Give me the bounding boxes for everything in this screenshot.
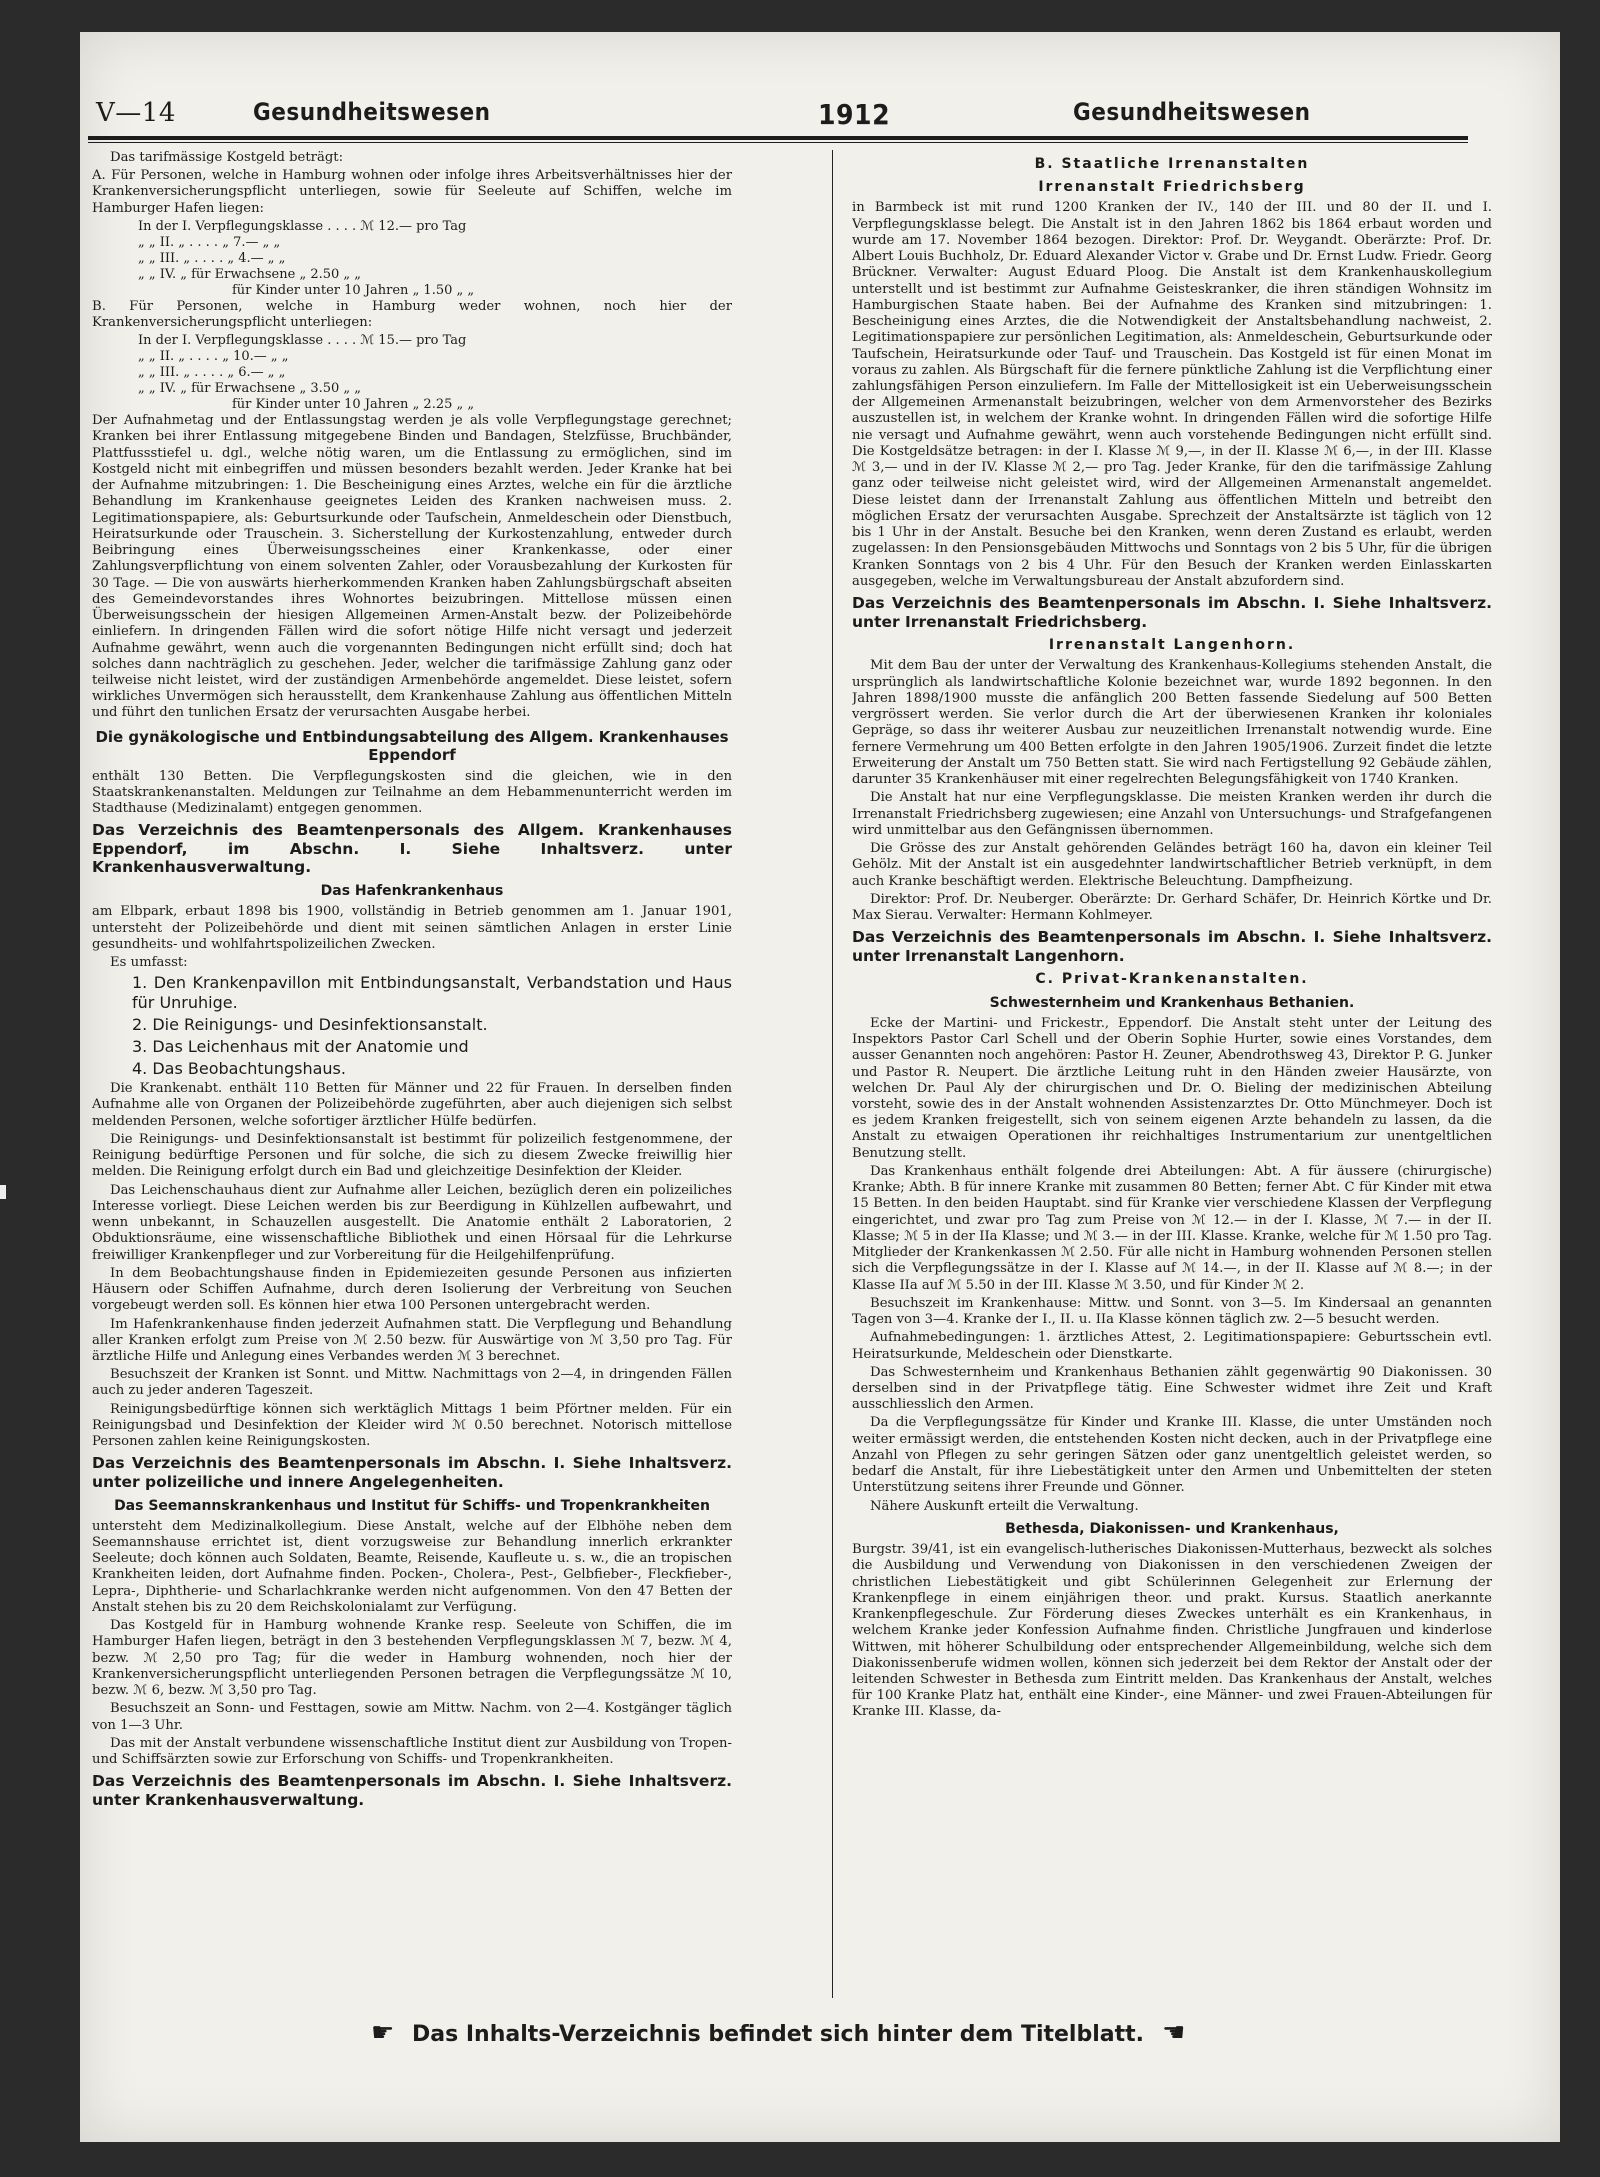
hafen-paragraph: Die Reinigungs- und Desinfektionsanstalt ist bestimmt für polizeilich festgenommene, der Reinigung bedürftige Personen und für solche, die sich zu diesem Zwecke freiwillig hier melden. Die Reinigung erfolgt durch ein Bad und gleichzeitige Desinfektion der Kleider. [92, 1131, 732, 1180]
admission-paragraph: Der Aufnahmetag und der Entlassungstag werden je als volle Verpflegungstage gerechnet; Kranken bei ihrer Entlassung mitgegebene Binden und Bandagen, Stelzfüsse, Bruchbänder, Plattfussstiefel u. dgl., welche nötig waren, um die Entlassung zu ermöglichen, sind im Kostgeld nicht mit einbegriffen und müssen besonders bezahlt werden. Jeder Kranke hat bei der Aufnahme mitzubringen: 1. Die Bescheinigung eines Arztes, welche ein für die ärztliche Behandlung im Krankenhause geeignetes Leiden des Kranken nachweisen muss. 2. Legitimationspapiere, als: Geburtsurkunde oder Taufschein, Anmeldeschein oder Dienstbuch, Heiratsurkunde oder Trauschein. 3. Sicherstellung der Kurkostenzahlung, entweder durch Beibringung eines Überweisungsscheines einer Krankenkasse, oder einer Zahlungsverpflichtung von einem solventen Zahler, oder Vorausbezahlung der Kurkosten für 30 Tage. — Die von auswärts hierherkommenden Kranken haben Zahlungsbürgschaft abseiten des Gemeindevorstandes ihres Wohnortes beizubringen. Mittellose müssen einen Überweisungsschein der hiesigen Allgemeinen Armen-Anstalt bezw. der Polizeibehörde einliefern. In dringenden Fällen wird die sofort nötige Hilfe nicht versagt und jederzeit Aufnahme gewährt, wenn auch die vorgenannten Bedingungen nicht erfüllt sind; doch hat solches dann nachträglich zu geschehen. Jeder, welcher die tarifmässige Zahlung ganz oder teilweise nicht leistet, wird der zuständigen Armenbehörde angemeldet. Diese leistet, sofern wirkliches Unvermögen sich herausstellt, dem Krankenhause Zahlung aus öffentlichen Mitteln und führt den tunlichen Ersatz der verursachten Ausgabe herbei. [92, 413, 732, 721]
tariff-row: „ „ II. „ . . . . „ 7.— „ „ [138, 234, 281, 250]
hafen-paragraph: Das Leichenschauhaus dient zur Aufnahme aller Leichen, bezüglich deren ein polizeiliches Interesse vorliegt. Diese Leichen werden bis zur Beerdigung in Kühlzellen aufbewahrt, und wenn unbekannt, in Schauzellen ausgestellt. Die Anatomie enthält 2 Laboratorien, 2 Obduktionsräume, eine wissenschaftliche Bibliothek und einen Hörsaal für die Lehrkurse freiwilliger Krankenpfleger und zur Vorbereitung für die Heilgehilfenprüfung. [92, 1182, 732, 1263]
page-ref: V—14 [96, 98, 176, 128]
footer-text: Das Inhalts-Verzeichnis befindet sich hinter dem Titelblatt. [411, 2022, 1144, 2047]
tariff-row: In der I. Verpflegungsklasse . . . . ℳ 12.— pro Tag [138, 218, 467, 234]
hafen-list-item: 4. Das Beobachtungshaus. [132, 1059, 346, 1079]
bethanien-heading: Schwesternheim und Krankenhaus Bethanien. [989, 994, 1355, 1011]
hafen-umfasst: Es umfasst: [110, 954, 188, 970]
bethesda-paragraph: Burgstr. 39/41, ist ein evangelisch-lutherisches Diakonissen-Mutterhaus, bezweckt als solches die Ausbildung und Verwendung von Diakonissen in den verschiedenen Zweigen der christlichen Liebestätigkeit und gibt Schülerinnen Gelegenheit zur Erlernung der Krankenpflege in einem einjährigen theor. und prakt. Kursus. Staatlich anerkannte Krankenpflegeschule. Zur Förderung dieses Zweckes unterhält es ein Krankenhaus, in welchem Kranke jeder Konfession Aufnahme finden. Christliche Jungfrauen und kinderlose Wittwen, mit höherer Schulbildung oder entsprechender Allgemeinbildung, welche sich dem Diakonissenberufe widmen wollen, können sich jederzeit bei dem Rektor der Anstalt oder der leitenden Schwester in Bethesda zum Eintritt melden. Das Krankenhaus der Anstalt, welches für 100 Kranke Platz hat, enthält eine Kinder-, eine Männer- und zwei Frauen-Abteilungen für Kranke III. Klasse, da- [852, 1542, 1492, 1720]
tariff-row: „ „ IV. „ für Erwachsene „ 3.50 „ „ [138, 381, 361, 397]
header-right-title: Gesundheitswesen [1073, 98, 1311, 126]
tariff-a-text: A. Für Personen, welche in Hamburg wohnen oder infolge ihres Arbeitsverhältnisses hier der Krankenversicherungspflicht unterliegen, sowie für Seeleute auf Schiffen, welche im Hamburger Hafen liegen: [92, 168, 732, 216]
langenhorn-paragraph: Die Grösse des zur Anstalt gehörenden Geländes beträgt 160 ha, davon ein kleiner Teil Gehölz. Mit der Anstalt ist ein ausgedehnter landwirtschaftlicher Betrieb verknüpft, in dem auch Kranke beschäftigt werden. Elektrische Beleuchtung. Dampfheizung. [852, 841, 1492, 889]
header-left-title: Gesundheitswesen [253, 98, 491, 126]
section-c-heading: C. Privat-Krankenanstalten. [1035, 971, 1309, 988]
langenhorn-paragraph: Mit dem Bau der unter der Verwaltung des Krankenhaus-Kollegiums stehenden Anstalt, die ursprünglich als landwirtschaftliche Kolonie bezeichnet war, wurde 1892 begonnen. In den Jahren 1898/1900 musste die anfänglich 200 Betten fassende Siedelung auf 500 Betten vergrössert werden. Sie verlor durch die Art der überwiesenen Kranken ihr koloniales Gepräge, so dass ihr weiterer Ausbau zur neuzeitlichen Irrenanstalt notwendig wurde. Eine fernere Vermehrung um 400 Betten erfolgte in den Jahren 1905/1906. Zurzeit findet die letzte Erweiterung der Anstalt um 750 Betten statt. Sie wird nach Fertigstellung 92 Gebäude zählen, darunter 35 Krankenhäuser mit einer regelrechten Belegungsfähigkeit von 1740 Kranken. [852, 658, 1492, 788]
tariff-intro: Das tarifmässige Kostgeld beträgt: [110, 150, 344, 165]
gyn-reference: Das Verzeichnis des Beamtenpersonals des Allgem. Krankenhauses Eppendorf, im Abschn. I. Siehe Inhaltsverz. unter Krankenhausverwaltung. [92, 821, 732, 877]
tariff-row: „ „ III. „ . . . . „ 6.— „ „ [138, 365, 286, 381]
hafen-paragraph: Im Hafenkrankenhause finden jederzeit Aufnahmen statt. Die Verpflegung und Behandlung aller Kranken erfolgt zum Preise von ℳ 2.50 bezw. für Auswärtige von ℳ 3,50 pro Tag. Für ärztliche Hilfe und Anlegung eines Verbandes werden ℳ 3 berechnet. [92, 1316, 732, 1364]
tariff-row: „ „ IV. „ für Erwachsene „ 2.50 „ „ [138, 266, 361, 282]
tariff-row: „ „ II. „ . . . . „ 10.— „ „ [138, 349, 289, 365]
tariff-b-rates [92, 333, 732, 413]
bethanien-paragraph: Ecke der Martini- und Frickestr., Eppendorf. Die Anstalt steht unter der Leitung des Inspektors Pastor Carl Schell und der Oberin Sophie Hurter, sowie eines Vorstandes, dem ausser Genannten noch angehören: Pastor H. Zeuner, Abendrothsweg 43, Direktor P. G. Junker und Pastor R. Neupert. Die ärztliche Leitung ruht in den Händen zweier Hausärzte, von welchen Dr. Paul Aly der chirurgischen und Dr. O. Bieling der medizinischen Abteilung vorsteht, sowie des in der Anstalt wohnenden Assistenzarztes Dr. Otto Münchmeyer. Doch ist es jedem Kranken freigestellt, sich von seinem eigenen Arzte behandeln zu lassen, da die Anstalt zu etwaigen Operationen ihr reichhaltiges Instrumentarium zur unentgeltlichen Benutzung stellt. [852, 1015, 1492, 1161]
friedrichsberg-paragraph: in Barmbeck ist mit rund 1200 Kranken der IV., 140 der III. und 80 der II. und I. Verpflegungsklasse belegt. Die Anstalt ist in den Jahren 1862 bis 1864 erbaut worden und wurde am 17. November 1864 bezogen. Direktor: Prof. Dr. Weygandt. Oberärzte: Prof. Dr. Albert Louis Buchholz, Dr. Eduard Alexander Victor v. Grabe und Dr. Ernst Ludw. Friedr. Georg Brückner. Verwalter: August Eduard Ploog. Die Anstalt ist dem Krankenhauskollegium unterstellt und ist bestimmt zur Aufnahme Geisteskranker, die ihren ständigen Wohnsitz im Hamburgischen Staate haben. Bei der Aufnahme des Kranken sind mitzubringen: 1. Bescheinigung eines Arztes, die die Notwendigkeit der Anstaltsbehandlung nachweist, 2. Legitimationspapiere zur persönlichen Legitimation, als: Anmeldeschein, Geburtsurkunde oder Taufschein, Heiratsurkunde oder Tauf- und Trauschein. Das Kostgeld ist für einen Monat im voraus zu zahlen. Als Bürgschaft für die fernere pünktliche Zahlung ist die Verpflichtung einer zahlungsfähigen Person einzuliefern. Im Falle der Mittellosigkeit ist ein Ueberweisungsschein der Allgemeinen Armenanstalt beizubringen, welcher von dem Armenvorsteher des Bezirks auszustellen ist, in welchem der Kranke wohnt. In dringenden Fällen wird die sofortige Hilfe nie versagt und Aufnahme gewährt, wenn auch vorstehende Bedingungen nicht erfüllt sind. Die Kostgeldsätze betragen: in der I. Klasse ℳ 9,—, in der II. Klasse ℳ 6,—, in der III. Klasse ℳ 3,— und in der IV. Klasse ℳ 2,— pro Tag. Jeder Kranke, für den die tarifmässige Zahlung ganz oder teilweise nicht geleistet wird, wird der Allgemeinen Armenanstalt angemeldet. Diese leistet dann der Irrenanstalt Zahlung aus öffentlichen Mitteln und betreibt den möglichen Ersatz der verursachten Ausgabe. Sprechzeit der Anstaltsärzte ist täglich von 12 bis 1 Uhr in der Anstalt. Besuche bei den Kranken, wenn deren Zustand es erlaubt, werden zugelassen: In den Pensionsgebäuden Mittwochs und Sonntags von 2 bis 5 Uhr, für die übrigen Kranken Sonntags von 2 bis 4 Uhr. Für den Besuch der Kranken werden Einlasskarten ausgegeben, welche im Verwaltungsbureau der Anstalt abzufordern sind. [852, 200, 1492, 589]
tariff-a-rates [92, 219, 732, 299]
scan-edge-mark [0, 1185, 6, 1199]
gyn-heading: Die gynäkologische und Entbindungsabteilung des Allgem. Krankenhauses Eppendorf [95, 727, 729, 765]
header-rule [88, 136, 1468, 140]
left-column [92, 150, 732, 2010]
tariff-row: „ „ III. „ . . . . „ 4.— „ „ [138, 250, 286, 266]
pointing-hand-icon: ☛ [371, 2018, 395, 2048]
tariff-row: für Kinder unter 10 Jahren „ 2.25 „ „ [232, 397, 475, 413]
hafen-paragraph: Besuchszeit der Kranken ist Sonnt. und Mittw. Nachmittags von 2—4, in dringenden Fällen auch zu jeder anderen Tageszeit. [92, 1367, 732, 1399]
hafen-paragraph: am Elbpark, erbaut 1898 bis 1900, vollständig in Betrieb genommen am 1. Januar 1901, untersteht der Polizeibehörde und dient mit seinen sämtlichen Anlagen in erster Linie gesundheits- und wohlfahrtspolizeilichen Zwecken. [92, 904, 732, 952]
hafen-list-item: 2. Die Reinigungs- und Desinfektionsanstalt. [132, 1015, 488, 1035]
right-column [852, 150, 1492, 2010]
friedrichsberg-heading: Irrenanstalt Friedrichsberg [1038, 179, 1306, 196]
column-divider [832, 150, 833, 1998]
tariff-row: für Kinder unter 10 Jahren „ 1.50 „ „ [232, 282, 475, 298]
section-b-heading: B. Staatliche Irrenanstalten [1034, 156, 1310, 172]
hafen-list-item: 1. Den Krankenpavillon mit Entbindungsanstalt, Verbandstation und Haus für Unruhige. [132, 973, 732, 1013]
hafen-list-item: 3. Das Leichenhaus mit der Anatomie und [132, 1037, 469, 1057]
header-rule-thin [88, 142, 1468, 143]
langenhorn-heading: Irrenanstalt Langenhorn. [1048, 637, 1296, 654]
bethanien-paragraph: Besuchszeit im Krankenhause: Mittw. und Sonnt. von 3—5. Im Kindersaal an genannten Tagen von 3—4. Kranke der I., II. u. IIa Klasse können täglich zw. 2—5 besucht werden. [852, 1295, 1492, 1328]
page-footer [88, 2018, 1468, 2058]
hafen-paragraph: In dem Beobachtungshause finden in Epidemiezeiten gesunde Personen aus infizierten Häusern oder Schiffen Aufnahme, durch deren Isolierung der Verbreitung von Seuchen vorgebeugt werden soll. Es können hier etwa 100 Personen untergebracht werden. [92, 1265, 732, 1314]
bethanien-paragraph: Da die Verpflegungssätze für Kinder und Kranke III. Klasse, die unter Umständen noch weiter ermässigt werden, die entstehenden Kosten nicht decken, auch in der Privatpflege eine Anzahl von Pflegen zu sehr geringen Sätzen oder ganz unentgeltlich geleistet werden, so bedarf die Anstalt, für ihre Liebestätigkeit unter den Armen und Unbemittelten der steten Unterstützung seitens ihrer Freunde und Gönner. [852, 1415, 1492, 1496]
bethanien-paragraph: Das Schwesternheim und Krankenhaus Bethanien zählt gegenwärtig 90 Diakonissen. 30 derselben sind in der Privatpflege tätig. Eine Schwester widmet ihre Zeit und Kraft ausschliesslich den Armen. [852, 1364, 1492, 1413]
hafen-heading: Das Hafenkrankenhaus [320, 883, 504, 900]
hafen-reference: Das Verzeichnis des Beamtenpersonals im Abschn. I. Siehe Inhaltsverz. unter polizeiliche und innere Angelegenheiten. [92, 1454, 732, 1491]
bethanien-paragraph: Nähere Auskunft erteilt die Verwaltung. [870, 1498, 1139, 1514]
tariff-b-text: B. Für Personen, welche in Hamburg weder wohnen, noch hier der Krankenversicherungspflicht unterliegen: [92, 298, 732, 331]
friedrichsberg-reference: Das Verzeichnis des Beamtenpersonals im Abschn. I. Siehe Inhaltsverz. unter Irrenanstalt Friedrichsberg. [852, 594, 1492, 631]
seemann-paragraph: untersteht dem Medizinalkollegium. Diese Anstalt, welche auf der Elbhöhe neben dem Seemannshause errichtet ist, dient vorzugsweise zur Behandlung innerlich erkrankter Seeleute; doch können auch Soldaten, Beamte, Reisende, Kaufleute u. s. w., die an tropischen Krankheiten leiden, dort Aufnahme finden. Pocken-, Cholera-, Pest-, Gelbfieber-, Fleckfieber-, Lepra-, Diphtherie- und Scharlachkranke werden nicht aufgenommen. Von den 47 Betten der Anstalt stehen bis zu 20 dem Reichskolonialamt zur Verfügung. [92, 1518, 732, 1615]
page-header [88, 98, 1468, 134]
seemann-paragraph: Das mit der Anstalt verbundene wissenschaftliche Institut dient zur Ausbildung von Tropen- und Schiffsärzten sowie zur Erforschung von Schiffs- und Tropenkrankheiten. [92, 1735, 732, 1768]
langenhorn-paragraph: Direktor: Prof. Dr. Neuberger. Oberärzte: Dr. Gerhard Schäfer, Dr. Heinrich Körtke und Dr. Max Sierau. Verwalter: Hermann Kohlmeyer. [852, 891, 1492, 923]
seemann-paragraph: Das Kostgeld für in Hamburg wohnende Kranke resp. Seeleute von Schiffen, die im Hamburger Hafen liegen, beträgt in den 3 bestehenden Verpflegungsklassen ℳ 7, bezw. ℳ 4, bezw. ℳ 2,50 pro Tag; für die weder in Hamburg wohnenden, noch hier der Krankenversicherungspflicht unterliegenden Personen betragen die Verpflegungssätze ℳ 10, bezw. ℳ 6, bezw. ℳ 3,50 pro Tag. [92, 1618, 732, 1699]
hafen-paragraph: Reinigungsbedürftige können sich werktäglich Mittags 1 beim Pförtner melden. Für ein Reinigungsbad und Desinfektion der Kleider wird ℳ 0.50 berechnet. Notorisch mittellose Personen zahlen keine Reinigungskosten. [92, 1401, 732, 1450]
langenhorn-reference: Das Verzeichnis des Beamtenpersonals im Abschn. I. Siehe Inhaltsverz. unter Irrenanstalt Langenhorn. [852, 928, 1492, 965]
seemann-paragraph: Besuchszeit an Sonn- und Festtagen, sowie am Mittw. Nachm. von 2—4. Kostgänger täglich von 1—3 Uhr. [92, 1701, 732, 1733]
header-year: 1912 [818, 98, 891, 131]
gyn-paragraph: enthält 130 Betten. Die Verpflegungskosten sind die gleichen, wie in den Staatskrankenanstalten. Meldungen zur Teilnahme an dem Hebammenunterricht werden im Stadthause (Medizinalamt) entgegen genommen. [92, 768, 732, 817]
langenhorn-paragraph: Die Anstalt hat nur eine Verpflegungsklasse. Die meisten Kranken werden ihr durch die Irrenanstalt Friedrichsberg zugewiesen; eine Anzahl von Untersuchungs- und Strafgefangenen wird unmittelbar aus den Gefängnissen übernommen. [852, 790, 1492, 838]
bethanien-paragraph: Das Krankenhaus enthält folgende drei Abteilungen: Abt. A für äussere (chirurgische) Kranke; Abth. B für innere Kranke mit zusammen 80 Betten; ferner Abt. C für Kinder mit etwa 15 Betten. In den beiden Hauptabt. sind für Kranke vier verschiedene Klassen der Verpflegung eingerichtet, und zwar pro Tag zum Preise von ℳ 12.— in der I. Klasse, ℳ 7.— in der II. Klasse; ℳ 5 in der IIa Klasse; und ℳ 3.— in der III. Klasse. Kranke, welche für ℳ 1.50 pro Tag. Mitglieder der Krankenkassen ℳ 2.50. Für alle nicht in Hamburg wohnenden Personen stellen sich die Verpflegungssätze in der I. Klasse auf ℳ 14.—, in der II. Klasse auf ℳ 8.—; in der Klasse IIa auf ℳ 5.50 in der III. Klasse ℳ 3.50, und für Kinder ℳ 2. [852, 1163, 1492, 1293]
seemann-reference: Das Verzeichnis des Beamtenpersonals im Abschn. I. Siehe Inhaltsverz. unter Krankenhausverwaltung. [92, 1772, 732, 1809]
bethesda-heading: Bethesda, Diakonissen- und Krankenhaus, [1005, 1520, 1339, 1537]
tariff-row: In der I. Verpflegungsklasse . . . . ℳ 15.— pro Tag [138, 333, 467, 349]
hafen-paragraph: Die Krankenabt. enthält 110 Betten für Männer und 22 für Frauen. In derselben finden Aufnahme alle von Organen der Polizeibehörde zugeführten, aber auch diejenigen sich selbst meldenden Personen, welche sofortiger ärztlicher Hülfe bedürfen. [92, 1081, 732, 1129]
bethanien-paragraph: Aufnahmebedingungen: 1. ärztliches Attest, 2. Legitimationspapiere: Geburtsschein evtl. Heiratsurkunde, Meldeschein oder Dienstkarte. [852, 1330, 1492, 1362]
scan-border [0, 0, 80, 2177]
seemann-heading: Das Seemannskrankenhaus und Institut für Schiffs- und Tropenkrankheiten [114, 1497, 710, 1514]
pointing-hand-icon: ☛ [1161, 2018, 1185, 2048]
